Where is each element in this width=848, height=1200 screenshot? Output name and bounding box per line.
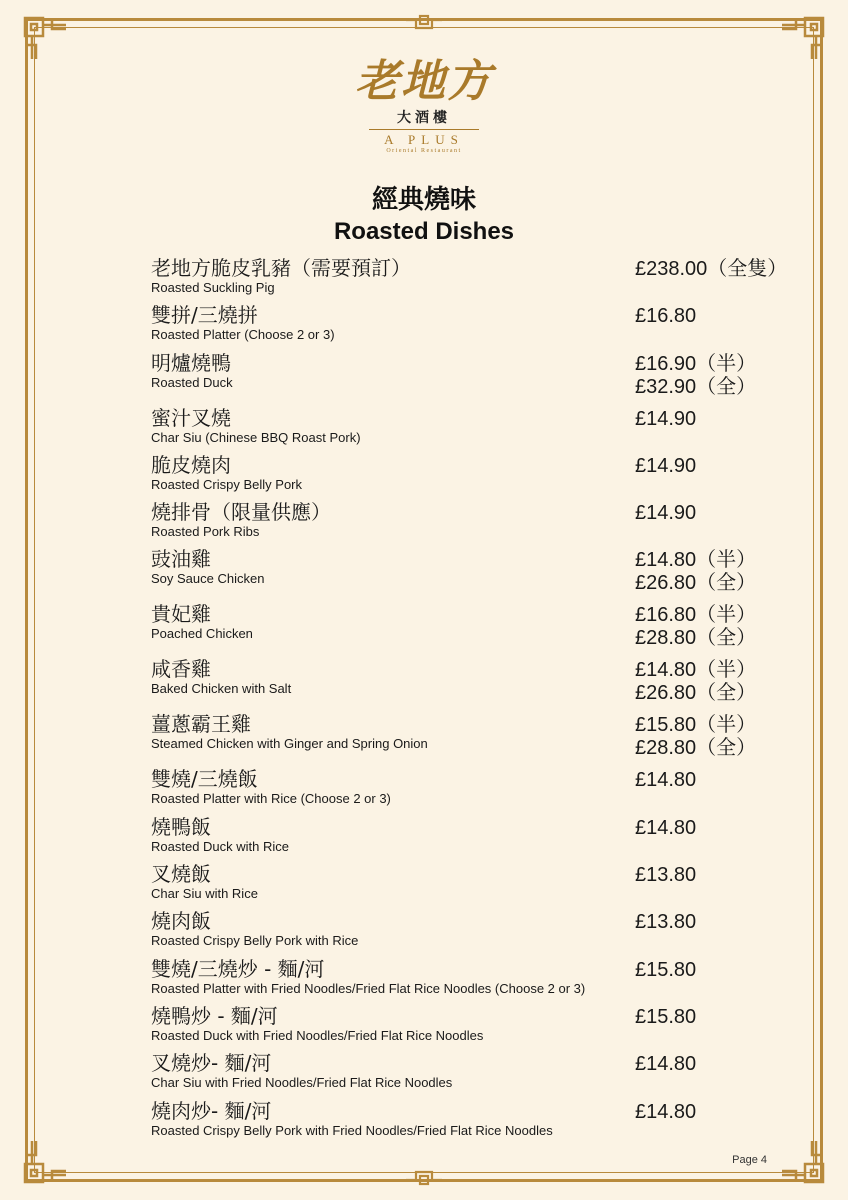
menu-item xyxy=(151,256,811,303)
menu-item-price: £32.90（全） xyxy=(635,375,757,398)
menu-item-price: £14.80 xyxy=(635,1100,697,1123)
menu-item-price: £15.80 xyxy=(635,958,697,981)
menu-item-price: £14.80 xyxy=(635,1053,697,1076)
menu-item-prices xyxy=(635,769,696,792)
menu-item-name-chinese: 燒排骨（限量供應） xyxy=(151,500,331,525)
menu-item xyxy=(151,767,811,814)
menu-item-prices xyxy=(635,502,696,525)
menu-item-name-chinese: 蜜汁叉燒 xyxy=(151,405,231,430)
menu-item-name-english: Roasted Crispy Belly Pork xyxy=(151,476,302,492)
menu-item-name-english: Roasted Platter with Rice (Choose 2 or 3) xyxy=(151,791,391,807)
page-number: Page 4 xyxy=(732,1154,767,1166)
menu-list xyxy=(151,256,811,1146)
menu-item-name-chinese: 叉燒炒- 麵/河 xyxy=(151,1051,272,1076)
menu-item-price: £16.90（半） xyxy=(635,352,757,375)
menu-item-prices xyxy=(635,1101,696,1124)
menu-item-name-chinese: 明爐燒鴨 xyxy=(151,350,231,375)
menu-item xyxy=(151,453,811,500)
logo-english-subtitle: Oriental Restaurant xyxy=(386,148,462,154)
menu-item-name-chinese: 老地方脆皮乳豬（需要預訂） xyxy=(151,256,411,280)
menu-item-prices xyxy=(635,1006,696,1029)
menu-item-prices xyxy=(635,817,696,840)
menu-item-price: £26.80（全） xyxy=(635,572,757,595)
menu-item-price: £14.90 xyxy=(635,454,697,477)
corner-ornament-top-right xyxy=(780,15,826,61)
menu-item-name-english: Baked Chicken with Salt xyxy=(151,681,292,697)
menu-item-name-english: Roasted Duck xyxy=(151,374,233,390)
menu-item xyxy=(151,351,811,406)
menu-item xyxy=(151,712,811,767)
menu-item-name-english: Roasted Crispy Belly Pork with Rice xyxy=(151,933,359,949)
menu-item-name-chinese: 貴妃雞 xyxy=(151,602,211,627)
menu-item xyxy=(151,815,811,862)
menu-item-price: £14.90 xyxy=(635,407,697,430)
menu-item-name-english: Roasted Duck with Rice xyxy=(151,838,289,854)
menu-item-name-english: Roasted Pork Ribs xyxy=(151,524,260,540)
menu-item-price: £14.80 xyxy=(635,816,697,839)
menu-item xyxy=(151,1099,811,1146)
menu-item-price: £16.80（半） xyxy=(635,604,757,627)
logo-divider xyxy=(369,129,479,130)
menu-item-price: £13.80 xyxy=(635,864,697,887)
menu-item xyxy=(151,957,811,1004)
menu-item-name-english: Roasted Platter (Choose 2 or 3) xyxy=(151,327,335,343)
menu-item-name-chinese: 叉燒飯 xyxy=(151,862,211,887)
menu-item-name-chinese: 燒鴨飯 xyxy=(151,814,211,839)
corner-ornament-bottom-left xyxy=(22,1139,68,1185)
menu-item xyxy=(151,862,811,909)
corner-ornament-top-left xyxy=(22,15,68,61)
menu-item-prices xyxy=(635,959,696,982)
menu-item-prices xyxy=(635,408,696,431)
menu-item-prices xyxy=(635,305,696,328)
menu-item-price: £238.00（全隻） xyxy=(635,258,788,280)
menu-item xyxy=(151,406,811,453)
menu-item-prices xyxy=(635,659,756,705)
menu-item-name-chinese: 脆皮燒肉 xyxy=(151,452,231,477)
menu-item-prices xyxy=(635,1053,696,1076)
menu-item-name-chinese: 豉油雞 xyxy=(151,547,211,572)
menu-item-price: £26.80（全） xyxy=(635,682,757,705)
menu-item-price: £14.80（半） xyxy=(635,549,757,572)
top-center-ornament xyxy=(404,12,444,32)
menu-item-name-chinese: 薑蔥霸王雞 xyxy=(151,712,251,737)
menu-item-name-english: Poached Chicken xyxy=(151,626,253,642)
menu-item-price: £28.80（全） xyxy=(635,627,757,650)
menu-item-prices xyxy=(635,258,787,281)
menu-item-name-english: Roasted Crispy Belly Pork with Fried Noodles/Fried Flat Rice Noodles xyxy=(151,1122,553,1138)
menu-item-name-chinese: 雙燒/三燒炒 - 麵/河 xyxy=(151,956,325,981)
menu-item-name-chinese: 咸香雞 xyxy=(151,657,211,682)
menu-item-name-english: Char Siu with Rice xyxy=(151,886,258,902)
menu-item xyxy=(151,1004,811,1051)
menu-item-price: £16.80 xyxy=(635,305,697,328)
menu-item-price: £15.80 xyxy=(635,1005,697,1028)
bottom-center-ornament xyxy=(404,1168,444,1188)
menu-item-price: £14.90 xyxy=(635,502,697,525)
menu-item xyxy=(151,657,811,712)
menu-item-name-english: Char Siu (Chinese BBQ Roast Pork) xyxy=(151,429,361,445)
menu-item-price: £14.80 xyxy=(635,769,697,792)
menu-item xyxy=(151,602,811,657)
section-title-english: Roasted Dishes xyxy=(333,218,515,245)
menu-item xyxy=(151,500,811,547)
menu-item-name-chinese: 雙拼/三燒拼 xyxy=(151,303,258,328)
menu-item-name-english: Roasted Duck with Fried Noodles/Fried Flat Rice Noodles xyxy=(151,1027,484,1043)
menu-item-name-chinese: 雙燒/三燒飯 xyxy=(151,767,258,792)
menu-item-name-english: Steamed Chicken with Ginger and Spring Onion xyxy=(151,736,428,752)
corner-ornament-bottom-right xyxy=(780,1139,826,1185)
logo-english-name: A PLUS xyxy=(384,132,464,147)
menu-item-price: £13.80 xyxy=(635,911,697,934)
menu-item-prices xyxy=(635,714,756,760)
menu-item-name-english: Soy Sauce Chicken xyxy=(151,571,265,587)
menu-item-name-chinese: 燒鴨炒 - 麵/河 xyxy=(151,1003,278,1028)
menu-item-prices xyxy=(635,864,696,887)
section-title-chinese: 經典燒味 xyxy=(371,185,476,215)
logo-chinese-name: 老地方 xyxy=(355,56,493,107)
restaurant-logo xyxy=(330,55,518,155)
menu-item-price: £28.80（全） xyxy=(635,737,757,760)
menu-item xyxy=(151,547,811,602)
menu-item xyxy=(151,909,811,956)
menu-item-prices xyxy=(635,353,756,399)
menu-item-prices xyxy=(635,455,696,478)
menu-item-name-english: Roasted Suckling Pig xyxy=(151,280,275,295)
menu-item-name-chinese: 燒肉炒- 麵/河 xyxy=(151,1098,272,1123)
menu-item-prices xyxy=(635,549,756,595)
menu-item-prices xyxy=(635,604,756,650)
menu-item-prices xyxy=(635,911,696,934)
menu-item xyxy=(151,303,811,350)
menu-item-name-chinese: 燒肉飯 xyxy=(151,909,211,934)
menu-item-name-english: Roasted Platter with Fried Noodles/Fried Flat Rice Noodles (Choose 2 or 3) xyxy=(151,980,586,996)
menu-item-price: £15.80（半） xyxy=(635,714,757,737)
logo-chinese-subtitle: 大酒樓 xyxy=(397,110,451,126)
menu-item-name-english: Char Siu with Fried Noodles/Fried Flat Rice Noodles xyxy=(151,1075,453,1091)
menu-item xyxy=(151,1051,811,1098)
menu-item-price: £14.80（半） xyxy=(635,659,757,682)
